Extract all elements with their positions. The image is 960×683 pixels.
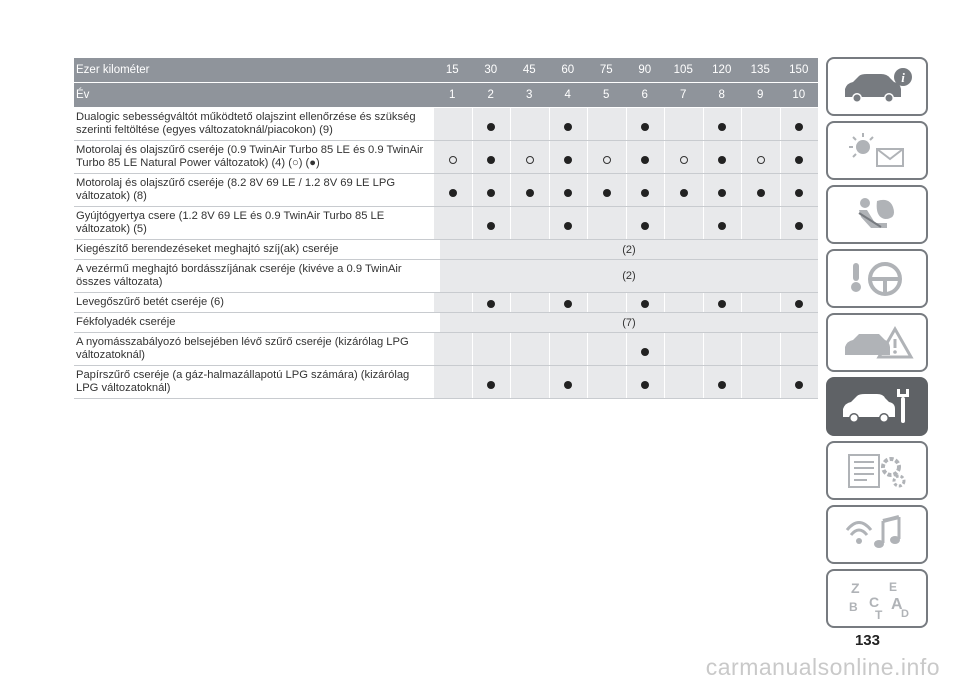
row-description: Motorolaj és olajszűrő cseréje (8.2 8V 69 LE / 1.2 8V 69 LE LPG változatok) (8) [76,177,396,202]
year-col-7: 7 [680,89,687,101]
filled-dot-icon [718,222,726,230]
tab-technical-data[interactable] [826,441,928,500]
filled-dot-icon [680,189,688,197]
km-col-7: 105 [673,64,693,76]
year-col-6: 6 [641,89,648,101]
schedule-cell [510,108,549,140]
schedule-cell [664,207,703,239]
filled-dot-icon [718,189,726,197]
maintenance-schedule-table [74,58,818,399]
tab-starting-driving[interactable] [826,249,928,308]
chapter-sidebar [826,57,928,633]
schedule-cell [626,108,665,140]
filled-dot-icon [718,123,726,131]
watermark: carmanualsonline.info [705,654,940,680]
row-description: Levegőszűrő betét cseréje (6) [76,296,225,308]
filled-dot-icon [641,348,649,356]
table-row [74,333,818,366]
schedule-cell [664,108,703,140]
hollow-dot-icon [757,156,765,164]
schedule-cell [664,293,703,312]
hollow-dot-icon [603,156,611,164]
filled-dot-icon [564,189,572,197]
year-header-label: Év [76,89,90,101]
schedule-cell [664,141,703,173]
hollow-dot-icon [526,156,534,164]
svg-text:i: i [901,69,905,85]
row-description: Motorolaj és olajszűrő cseréje (0.9 TwinAir Turbo 85 LE és 0.9 TwinAir Turbo 85 LE Natural Power változatok) (4) (○) (●) [76,144,424,169]
filled-dot-icon [795,381,803,389]
schedule-cell [549,293,588,312]
schedule-cell [703,366,742,398]
hollow-dot-icon [680,156,688,164]
year-col-4: 4 [564,89,571,101]
tab-car-info[interactable] [826,57,928,116]
row-note: (7) [439,313,818,332]
filled-dot-icon [526,189,534,197]
km-col-6: 90 [638,64,652,76]
index-letter-e: E [889,579,898,594]
schedule-cell [510,141,549,173]
filled-dot-icon [564,222,572,230]
tab-safety[interactable] [826,185,928,244]
km-col-5: 75 [599,64,613,76]
km-col-2: 30 [484,64,498,76]
table-body [74,108,818,399]
filled-dot-icon [757,189,765,197]
schedule-cell [510,174,549,206]
schedule-cell [626,366,665,398]
schedule-cell [587,293,626,312]
filled-dot-icon [795,123,803,131]
schedule-cell [472,366,511,398]
schedule-cell [780,293,819,312]
table-row [74,207,818,240]
schedule-cell [780,174,819,206]
schedule-cell [780,366,819,398]
schedule-cell [741,108,780,140]
schedule-cell [626,333,665,365]
schedule-cell [433,174,472,206]
filled-dot-icon [603,189,611,197]
tab-multimedia[interactable] [826,505,928,564]
schedule-cell [510,207,549,239]
filled-dot-icon [795,300,803,308]
table-row [74,260,818,293]
schedule-cell [549,366,588,398]
year-col-8: 8 [718,89,725,101]
table-row [74,240,818,260]
schedule-cell [703,108,742,140]
schedule-cell [472,108,511,140]
filled-dot-icon [564,300,572,308]
index-letter-t: T [875,607,883,621]
schedule-cell [587,207,626,239]
filled-dot-icon [641,300,649,308]
alphabetical-index-icon [837,577,917,621]
filled-dot-icon [487,189,495,197]
schedule-cell [741,366,780,398]
row-description: Fékfolyadék cseréje [76,316,176,328]
index-letter-c: C [869,593,880,610]
header-km-row [74,58,818,83]
warning-lights-icon [837,129,917,173]
km-col-1: 15 [445,64,459,76]
filled-dot-icon [487,381,495,389]
header-year-row [74,83,818,108]
row-description: Gyújtógyertya csere (1.2 8V 69 LE és 0.9 TwinAir Turbo 85 LE változatok) (5) [76,210,385,235]
schedule-cell [741,207,780,239]
schedule-cell [549,174,588,206]
row-note: (2) [439,240,818,259]
km-col-3: 45 [522,64,536,76]
filled-dot-icon [487,123,495,131]
schedule-cell [587,366,626,398]
row-note: (2) [439,260,818,292]
filled-dot-icon [564,156,572,164]
schedule-cell [626,293,665,312]
schedule-cell [510,333,549,365]
row-description: A nyomásszabályozó belsejében lévő szűrő cseréje (kizárólag LPG változatoknál) [76,336,409,361]
filled-dot-icon [449,189,457,197]
table-row [74,141,818,174]
index-letter-d: D [901,607,909,620]
index-letter-b: B [849,599,858,614]
page-number: 133 [854,632,880,649]
schedule-cell [433,108,472,140]
index-letter-a: A [891,595,903,613]
schedule-cell [587,141,626,173]
year-col-5: 5 [603,89,610,101]
year-col-1: 1 [449,89,456,101]
schedule-cell [433,141,472,173]
schedule-cell [664,333,703,365]
schedule-cell [703,141,742,173]
schedule-cell [549,207,588,239]
schedule-cell [741,174,780,206]
hollow-dot-icon [449,156,457,164]
schedule-cell [741,141,780,173]
schedule-cell [703,207,742,239]
filled-dot-icon [795,189,803,197]
schedule-cell [433,207,472,239]
tab-alphabetical-index[interactable] [826,569,928,628]
schedule-cell [433,366,472,398]
km-header-label: Ezer kilométer [76,64,150,76]
schedule-cell [626,141,665,173]
schedule-cell [780,207,819,239]
table-row [74,366,818,399]
year-col-10: 10 [792,89,806,101]
schedule-cell [472,174,511,206]
schedule-cell [472,207,511,239]
table-row [74,108,818,141]
filled-dot-icon [487,222,495,230]
schedule-cell [780,108,819,140]
km-col-9: 135 [750,64,770,76]
schedule-cell [587,108,626,140]
filled-dot-icon [641,381,649,389]
schedule-cell [626,207,665,239]
row-description: A vezérmű meghajtó bordásszíjának cseréje (kivéve a 0.9 TwinAir összes változata) [76,263,402,288]
filled-dot-icon [564,123,572,131]
maintenance-car-wrench-icon [837,385,917,429]
filled-dot-icon [718,156,726,164]
year-col-3: 3 [526,89,533,101]
schedule-cell [549,333,588,365]
table-row [74,174,818,207]
filled-dot-icon [641,222,649,230]
schedule-cell [741,333,780,365]
tab-warning-lights[interactable] [826,121,928,180]
km-col-8: 120 [712,64,732,76]
table-row [74,293,818,313]
row-description: Kiegészítő berendezéseket meghajtó szíj(ak) cseréje [76,243,339,255]
schedule-cell [664,174,703,206]
starting-driving-icon [837,257,917,301]
filled-dot-icon [641,189,649,197]
filled-dot-icon [641,123,649,131]
schedule-cell [510,293,549,312]
filled-dot-icon [718,381,726,389]
car-info-icon [837,65,917,109]
km-col-4: 60 [561,64,575,76]
table-row [74,313,818,333]
filled-dot-icon [795,222,803,230]
year-col-2: 2 [487,89,494,101]
schedule-cell [549,108,588,140]
technical-data-icon [837,449,917,493]
schedule-cell [780,141,819,173]
filled-dot-icon [564,381,572,389]
schedule-cell [703,174,742,206]
schedule-cell [510,366,549,398]
schedule-cell [472,293,511,312]
schedule-cell [549,141,588,173]
safety-airbag-icon [837,193,917,237]
tab-maintenance[interactable] [826,377,928,436]
schedule-cell [433,293,472,312]
schedule-cell [587,174,626,206]
schedule-cell [587,333,626,365]
row-description: Dualogic sebességváltót működtető olajszint ellenőrzése és szükség szerinti feltöltése (egyes változatoknál/piacokon) (9) [76,111,416,136]
index-letter-z: Z [851,579,860,596]
schedule-cell [780,333,819,365]
emergency-icon [837,321,917,365]
filled-dot-icon [795,156,803,164]
schedule-cell [741,293,780,312]
schedule-cell [472,141,511,173]
schedule-cell [472,333,511,365]
schedule-cell [433,333,472,365]
schedule-cell [626,174,665,206]
filled-dot-icon [718,300,726,308]
row-description: Papírszűrő cseréje (a gáz-halmazállapotú LPG számára) (kizárólag LPG változatoknál) [76,369,410,394]
schedule-cell [664,366,703,398]
filled-dot-icon [641,156,649,164]
filled-dot-icon [487,156,495,164]
schedule-cell [703,333,742,365]
year-col-9: 9 [757,89,764,101]
schedule-cell [703,293,742,312]
multimedia-icon [837,513,917,557]
tab-emergency[interactable] [826,313,928,372]
filled-dot-icon [487,300,495,308]
km-col-10: 150 [789,64,809,76]
